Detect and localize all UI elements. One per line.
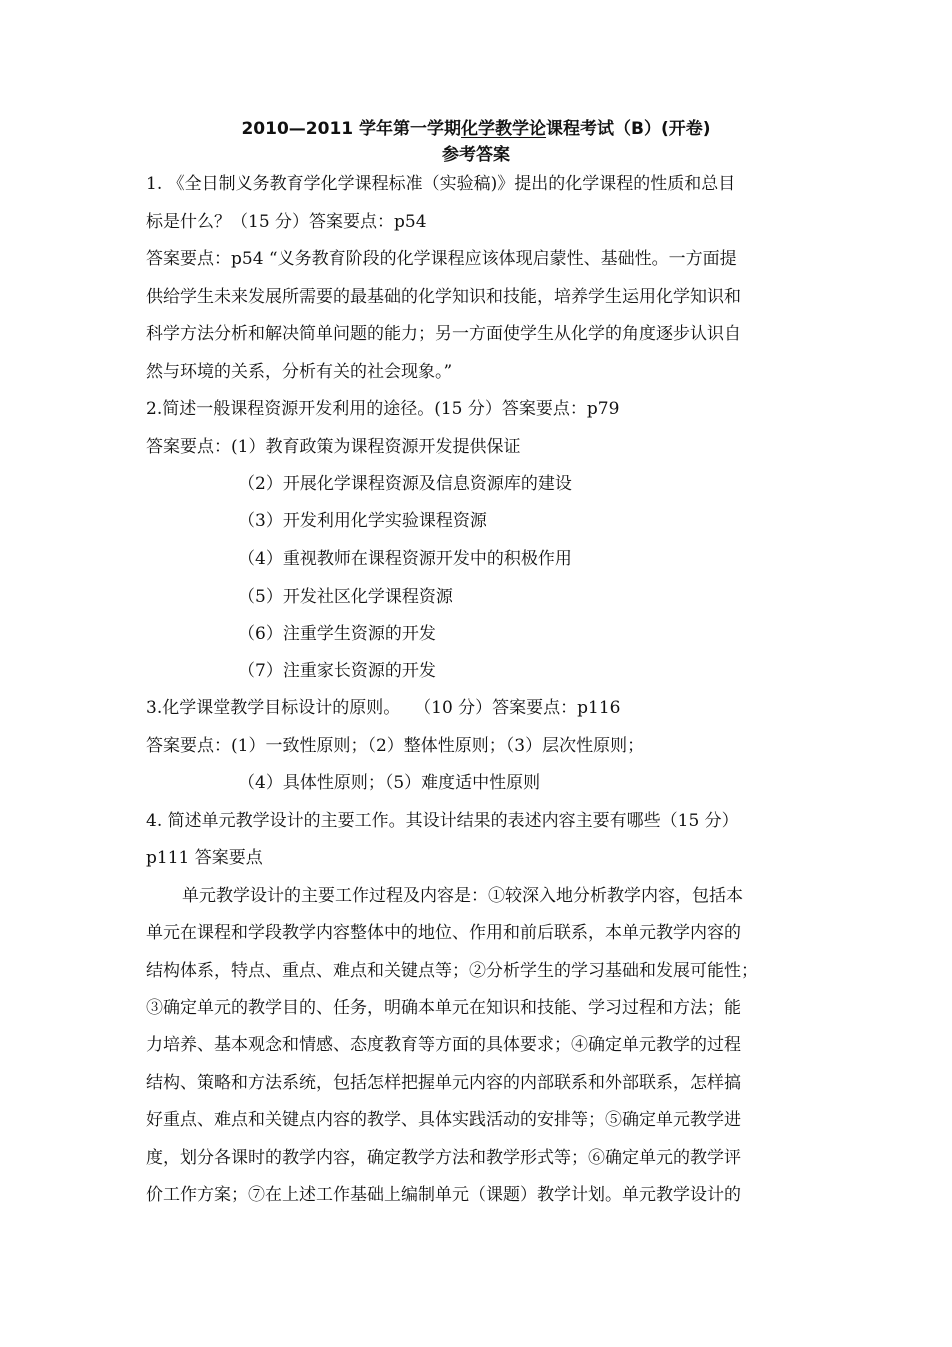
subtitle: 参考答案 <box>442 145 510 165</box>
q2-line: 2.简述一般课程资源开发利用的途径。(15 分）答案要点：p79 <box>146 399 620 419</box>
q4-answer-line-6: 结构、策略和方法系统，包括怎样把握单元内容的内部联系和外部联系，怎样搞 <box>146 1073 741 1093</box>
q4-answer-line-4: ③确定单元的教学目的、任务，明确本单元在知识和技能、学习过程和方法；能 <box>146 998 741 1018</box>
q3-line: 3.化学课堂教学目标设计的原则。 （10 分）答案要点：p116 <box>146 698 621 718</box>
q4-answer-line-2: 单元在课程和学段教学内容整体中的地位、作用和前后联系，本单元教学内容的 <box>146 923 741 943</box>
q2-answer-item-7: （7）注重家长资源的开发 <box>238 661 436 681</box>
q3-answer-line-2: （4）具体性原则；（5）难度适中性原则 <box>238 773 541 793</box>
q4-answer-line-3: 结构体系，特点、重点、难点和关键点等；②分析学生的学习基础和发展可能性； <box>146 961 758 981</box>
q3-answer-line-1: 答案要点：(1）一致性原则；（2）整体性原则；（3）层次性原则； <box>146 736 645 756</box>
q4-answer-line-8: 度，划分各课时的教学内容，确定教学方法和教学形式等；⑥确定单元的教学评 <box>146 1148 741 1168</box>
q4-answer-line-9: 价工作方案；⑦在上述工作基础上编制单元（课题）教学计划。单元教学设计的 <box>146 1185 741 1205</box>
q2-answer-item-6: （6）注重学生资源的开发 <box>238 624 436 644</box>
q1-answer-line-2: 供给学生未来发展所需要的最基础的化学知识和技能，培养学生运用化学知识和 <box>146 287 741 307</box>
q2-answer-item-3: （3）开发利用化学实验课程资源 <box>238 511 487 531</box>
title-part2: 课程考试（B）(开卷) <box>546 119 711 139</box>
title-part1: 2010—2011 学年第一学期 <box>241 119 462 139</box>
q1-answer-line-1: 答案要点：p54 “义务教育阶段的化学课程应该体现启蒙性、基础性。一方面提 <box>146 249 737 269</box>
q1-answer-line-3: 科学方法分析和解决简单问题的能力；另一方面使学生从化学的角度逐步认识自 <box>146 324 741 344</box>
q4-answer-line-7: 好重点、难点和关键点内容的教学、具体实践活动的安排等；⑤确定单元教学进 <box>146 1110 741 1130</box>
q1-line-1: 1. 《全日制义务教育学化学课程标准（实验稿)》提出的化学课程的性质和总目 <box>146 174 736 194</box>
q2-answer-item-1: 答案要点：(1）教育政策为课程资源开发提供保证 <box>146 437 521 457</box>
q1-line-2: 标是什么？（15 分）答案要点：p54 <box>146 212 427 232</box>
course-name: 化学教学论 <box>461 119 547 139</box>
q4-answer-line-5: 力培养、基本观念和情感、态度教育等方面的具体要求；④确定单元教学的过程 <box>146 1035 741 1055</box>
q4-line-2: p111 答案要点 <box>146 848 263 868</box>
q1-answer-line-4: 然与环境的关系，分析有关的社会现象。” <box>146 362 453 382</box>
q2-answer-item-4: （4）重视教师在课程资源开发中的积极作用 <box>238 549 572 569</box>
exam-title <box>0 116 952 142</box>
q4-answer-line-1: 单元教学设计的主要工作过程及内容是：①较深入地分析教学内容，包括本 <box>182 886 743 906</box>
q4-line-1: 4. 简述单元教学设计的主要工作。其设计结果的表述内容主要有哪些（15 分） <box>146 811 739 831</box>
q2-answer-item-2: （2）开展化学课程资源及信息资源库的建设 <box>238 474 572 494</box>
q2-answer-item-5: （5）开发社区化学课程资源 <box>238 587 453 607</box>
